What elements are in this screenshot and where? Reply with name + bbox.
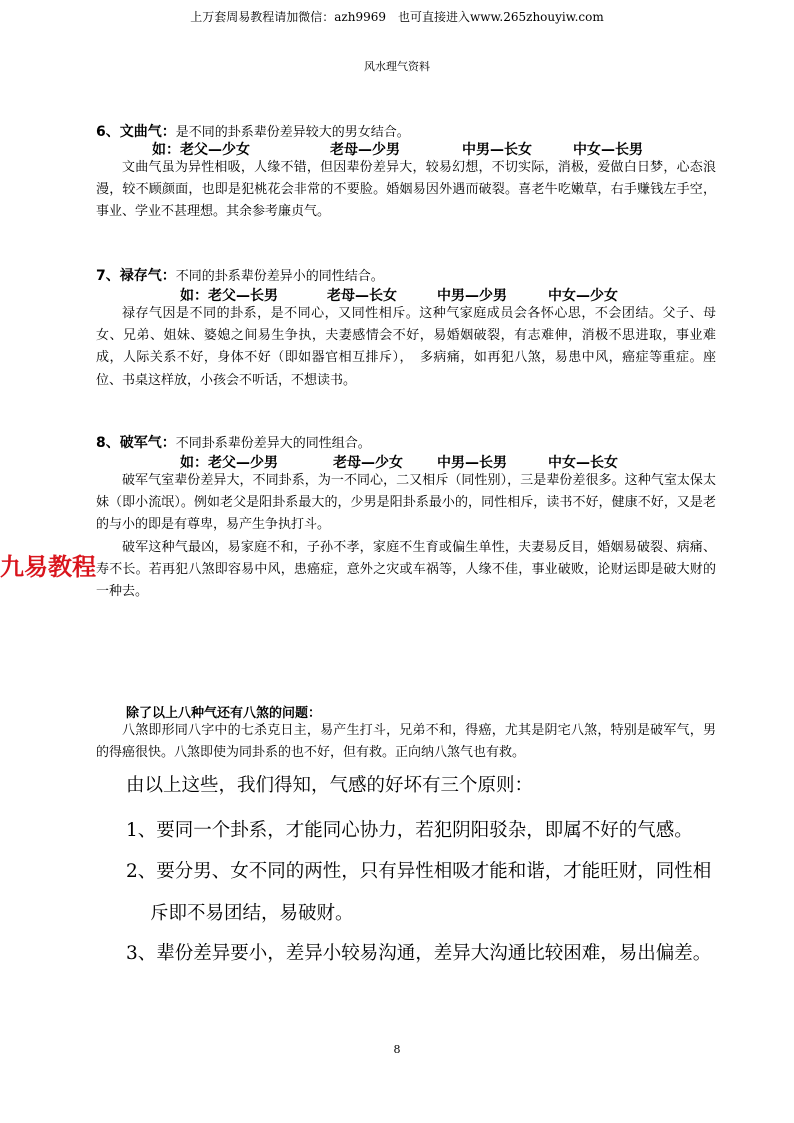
example-prefix: 如： [180,455,208,471]
pair-item: 中女—长男 [573,142,643,158]
pair-item: 老父—少女 [180,142,250,158]
section-title: 7、禄存气： [96,268,176,284]
top-banner: 上万套周易教程请加微信：azh9969 也可直接进入www.265zhouyiw.com [190,10,604,24]
section-8-pairs [0,452,794,472]
paragraph: 破军这种气最凶，易家庭不和，子孙不孝，家庭不生育或偏生单性，夫妻易反目，婚姻易破裂、病痛、寿不长。若再犯八煞即容易中风，患癌症，意外之灾或车祸等，人缘不佳，事业破败，论财运即是破大财的一种去。 [96,539,716,600]
section-desc: 是不同的卦系辈份差异较大的男女结合。 [175,125,410,140]
paragraph: 八煞即形同八字中的七杀克日主，易产生打斗，兄弟不和，得癌，尤其是阴宅八煞，特别是破军气，男的得癌很快。八煞即使为同卦系的也不好，但有救。正向纳八煞气也有救。 [96,723,716,760]
pair-item: 中男—长男 [437,455,507,471]
pair-item: 中男—少男 [437,288,507,304]
section-desc: 不同的卦系辈份差异小的同性结合。 [175,269,384,284]
principles-intro: 由以上这些，我们得知，气感的好坏有三个原则： [126,775,534,796]
page-number: 8 [393,1043,401,1056]
section-6-pairs [0,139,794,159]
principle-item: 3、辈份差异要小，差异小较易沟通，差异大沟通比较困难，易出偏差。 [126,943,712,964]
watermark-logo: 九易教程 [0,553,96,581]
section-title: 8、破军气： [96,435,176,451]
pair-item: 中女—长女 [548,455,618,471]
section-7-pairs [0,285,794,305]
section-7-heading [96,265,384,285]
pair-item: 老母—少女 [333,455,403,471]
running-title: 风水理气资料 [364,60,430,73]
bazha-heading: 除了以上八种气还有八煞的问题： [126,706,322,721]
principle-item: 1、要同一个卦系，才能同心协力，若犯阴阳驳杂，即属不好的气感。 [126,820,693,841]
section-8-body [96,470,716,603]
principle-item: 斥即不易团结，易破财。 [150,903,354,924]
section-6-heading [96,121,410,141]
pair-item: 中男—长女 [462,142,532,158]
bazha-body [96,720,716,764]
example-prefix: 如： [152,142,180,158]
paragraph: 破军气室辈份差异大，不同卦系，为一不同心，二又相斥（同性别），三是辈份差很多。这种气室太保太妹（即小流氓）。例如老父是阳卦系最大的，少男是阳卦系最小的，同性相斥，读书不好，健康不好，又是老的与小的即是有尊卑，易产生争执打斗。 [96,473,716,533]
paragraph: 文曲气虽为异性相吸，人缘不错，但因辈份差异大，较易幻想，不切实际，消极，爱做白日梦，心态浪漫，较不顾颜面，也即是犯桃花会非常的不要脸。婚姻易因外遇而破裂。喜老牛吃嫩草，右手赚钱左手空，事业、学业不甚理想。其余参考廉贞气。 [96,160,716,220]
section-desc: 不同卦系辈份差异大的同性组合。 [175,436,371,451]
pair-item: 老母—少男 [330,142,400,158]
principle-item: 2、要分男、女不同的两性，只有异性相吸才能和谐，才能旺财，同性相 [126,861,712,882]
section-7-body [96,303,716,392]
paragraph: 禄存气因是不同的卦系，是不同心，又同性相斥。这种气家庭成员会各怀心思，不会团结。父子、母女、兄弟、姐妹、婆媳之间易生争执，夫妻感情会不好，易婚姻破裂，有志难伸，消极不思进取，事业难成，人际关系不好，身体不好（即如器官相互排斥）， 多病痛，如再犯八煞，易患中风，癌症等重症。座位、书桌这样放，小孩会不听话，不想读书。 [96,306,716,388]
pair-item: 老母—长女 [327,288,397,304]
pair-item: 中女—少女 [548,288,618,304]
example-prefix: 如： [180,288,208,304]
pair-item: 老父—长男 [208,288,278,304]
section-8-heading [96,432,371,452]
section-6-body [96,157,716,224]
pair-item: 老父—少男 [208,455,278,471]
section-title: 6、文曲气： [96,124,176,140]
